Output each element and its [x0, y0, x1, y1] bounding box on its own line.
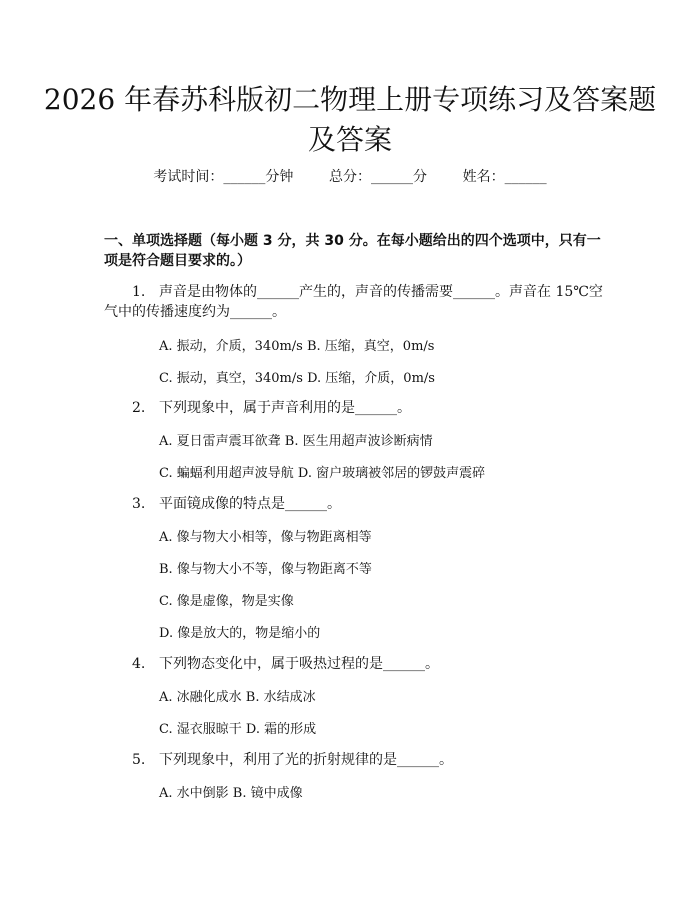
question-number: 4.: [132, 656, 146, 672]
question-stem: 平面镜成像的特点是______。: [159, 496, 341, 512]
question-number: 2.: [132, 400, 146, 416]
option-line: A. 夏日雷声震耳欲聋 B. 医生用超声波诊断病情: [159, 434, 433, 449]
question-3: [104, 494, 604, 514]
question-stem: 下列现象中，利用了光的折射规律的是______。: [159, 752, 453, 768]
exam-time-field: 考试时间：______分钟: [153, 169, 294, 185]
question-stem: 下列现象中，属于声音利用的是______。: [159, 400, 411, 416]
question-1: [104, 282, 604, 322]
option-line: A. 振动，介质，340m/s B. 压缩，真空，0m/s: [159, 339, 435, 354]
student-name-field: 姓名：______: [462, 169, 547, 185]
option-line: D. 像是放大的，物是缩小的: [159, 626, 321, 641]
total-score-field: 总分：______分: [329, 169, 427, 185]
question-stem: 声音是由物体的______产生的，声音的传播需要______。声音在 15℃空气中的传播速度约为______。: [104, 284, 603, 320]
option-line: A. 水中倒影 B. 镜中成像: [159, 786, 303, 801]
option-line: A. 冰融化成水 B. 水结成冰: [159, 690, 316, 705]
option-line: C. 像是虚像，物是实像: [159, 594, 294, 609]
question-2: [104, 398, 604, 418]
exam-info: [0, 166, 700, 186]
question-number: 3.: [132, 496, 146, 512]
question-number: 5.: [132, 752, 146, 768]
option-line: C. 湿衣服晾干 D. 霜的形成: [159, 722, 317, 737]
question-stem: 下列物态变化中，属于吸热过程的是______。: [159, 656, 439, 672]
option-line: A. 像与物大小相等，像与物距离相等: [159, 530, 372, 545]
page-title: 2026 年春苏科版初二物理上册专项练习及答案题及答案: [43, 83, 657, 156]
option-line: C. 蝙蝠利用超声波导航 D. 窗户玻璃被邻居的锣鼓声震碎: [159, 466, 486, 481]
option-line: B. 像与物大小不等，像与物距离不等: [159, 562, 372, 577]
question-number: 1.: [132, 284, 146, 300]
question-4: [104, 654, 604, 674]
option-line: C. 振动，真空，340m/s D. 压缩，介质，0m/s: [159, 371, 435, 386]
question-5: [104, 750, 604, 770]
section-heading: 一、单项选择题（每小题 3 分，共 30 分。在每小题给出的四个选项中，只有一项是符合题目要求的。）: [104, 233, 601, 269]
